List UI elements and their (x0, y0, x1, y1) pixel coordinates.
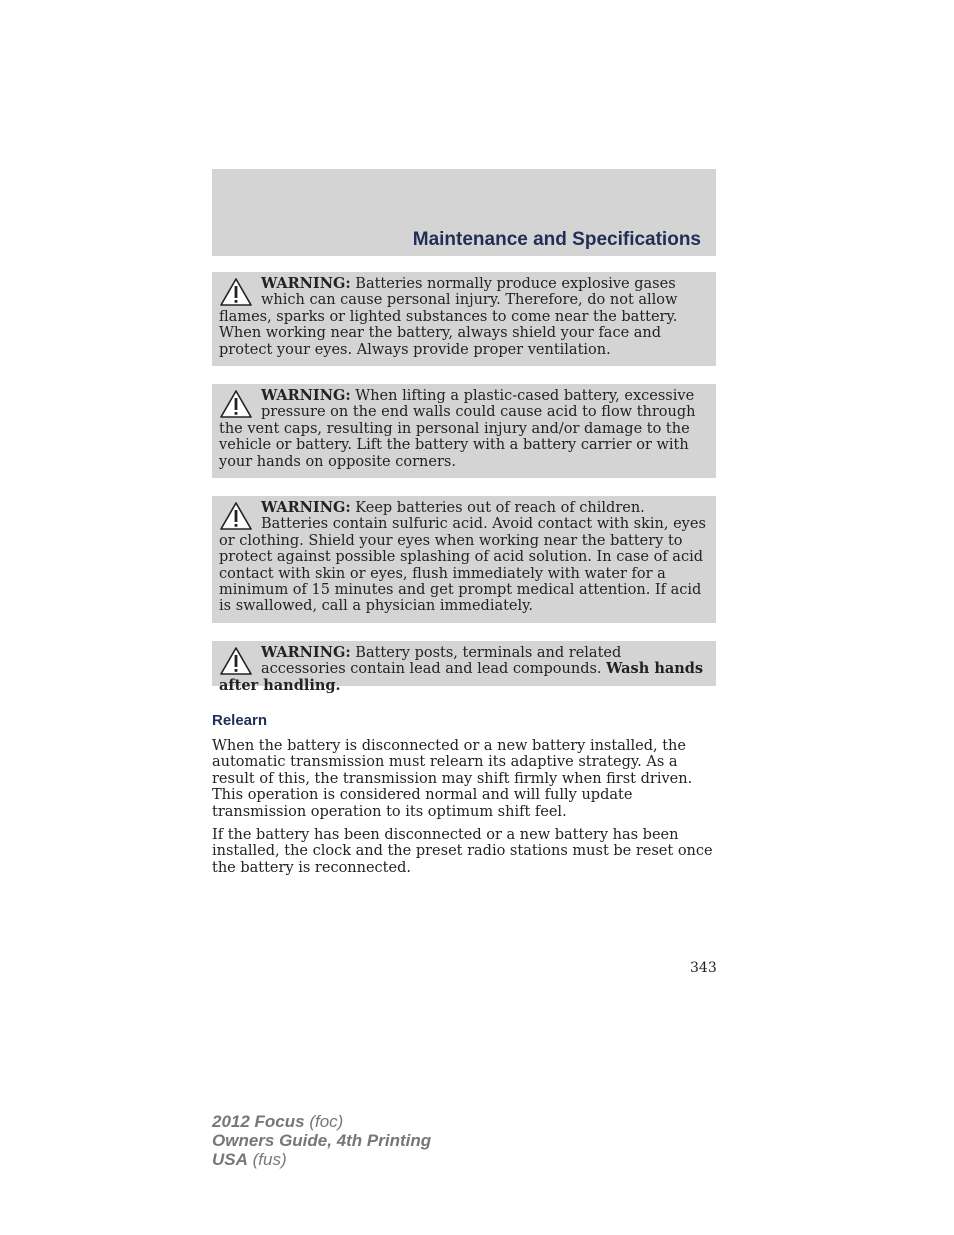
warning-emphasis: Wash hands after handling. (219, 660, 704, 694)
footer-line-3 (212, 1150, 431, 1169)
footer-market: USA (212, 1150, 248, 1169)
footer-model: 2012 Focus (212, 1112, 305, 1131)
warning-text: Battery posts, terminals and related accessories contain lead and lead compounds. (261, 645, 622, 678)
warning-box-1 (212, 272, 716, 366)
warning-triangle-icon (219, 277, 253, 307)
footer-market-code: (fus) (252, 1150, 287, 1169)
body-paragraph-1: When the battery is disconnected or a new battery installed, the automatic transmission must relearn its adaptive strategy. As a result of this, the transmission may shift firmly when first driven. This operation is considered normal and will fully update transmission operation to its optimum shift feel. (212, 738, 693, 820)
warning-box-4 (212, 641, 716, 694)
footer-line-1 (212, 1112, 431, 1131)
footer-edition: Owners Guide, 4th Printing (212, 1131, 432, 1150)
body-paragraph-2: If the battery has been disconnected or a new battery has been installed, the clock and the preset radio stations must be reset once the battery is reconnected. (212, 827, 713, 876)
warning-label: WARNING: (261, 644, 351, 661)
warning-triangle-icon (219, 501, 253, 531)
warning-text: Batteries normally produce explosive gases which can cause personal injury. Therefore, do not allow flames, sparks or lighted substances to come near the battery. When working near the battery, always shield your face and protect your eyes. Always provide proper ventilation. (219, 276, 678, 358)
warning-triangle-icon (219, 646, 253, 676)
warning-text: When lifting a plastic-cased battery, excessive pressure on the end walls could cause acid to flow through the vent caps, resulting in personal injury and/or damage to the vehicle or battery. Lift the battery with a battery carrier or with your hands on opposite corners. (219, 388, 696, 470)
warning-box-3 (212, 496, 716, 623)
warning-triangle-icon (219, 389, 253, 419)
footer-model-code: (foc) (309, 1112, 344, 1131)
section-heading: Relearn (212, 712, 268, 729)
page-title: Maintenance and Specifications (412, 229, 701, 250)
footer-line-2 (212, 1131, 431, 1150)
warning-label: WARNING: (261, 499, 351, 516)
section-header-band (212, 169, 716, 256)
footer-imprint (212, 1112, 431, 1169)
warning-box-2 (212, 384, 716, 478)
warning-text: Keep batteries out of reach of children. Batteries contain sulfuric acid. Avoid contact with skin, eyes or clothing. Shield your eyes when working near the battery to protect against possible splashing of acid solution. In case of acid contact with skin or eyes, flush immediately with water for a minimum of 15 minutes and get prompt medical attention. If acid is swallowed, call a physician immediately. (219, 500, 706, 615)
page-number: 343 (690, 960, 717, 976)
warning-label: WARNING: (261, 387, 351, 404)
warning-label: WARNING: (261, 275, 351, 292)
